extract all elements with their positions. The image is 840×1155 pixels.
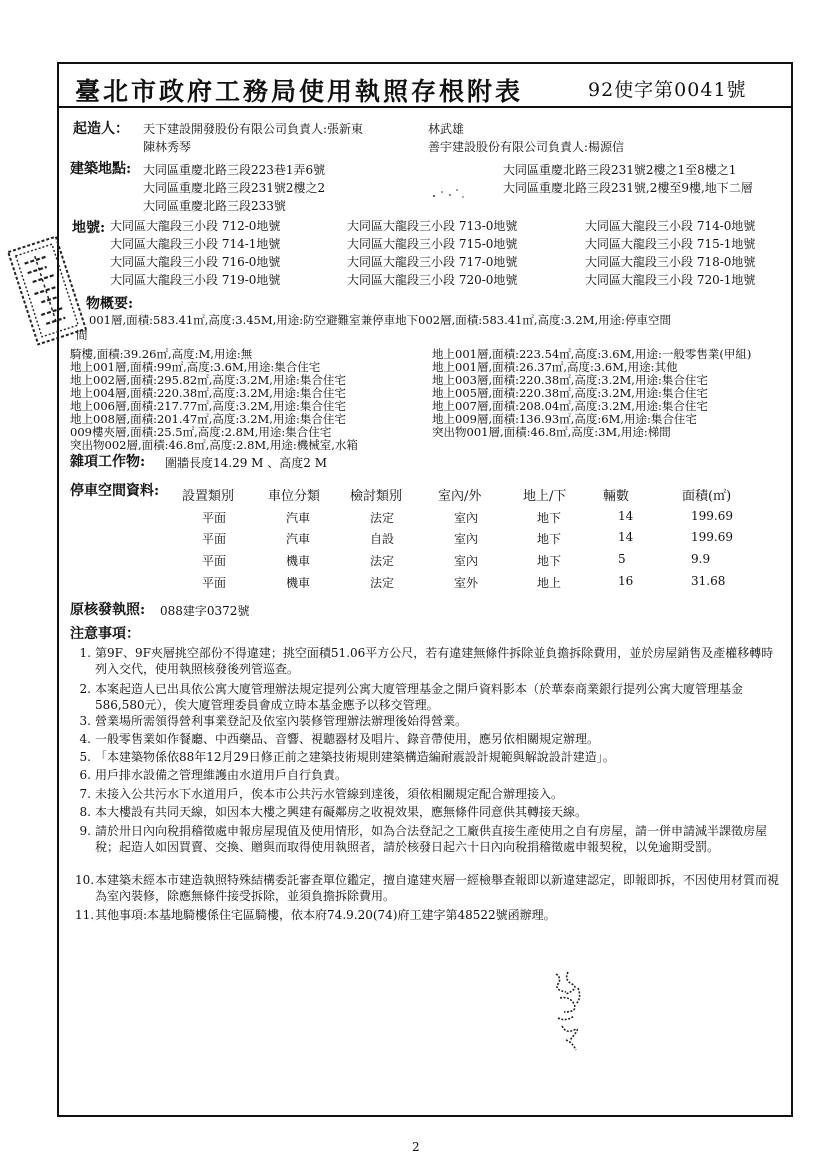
site-right-2: 大同區重慶北路三段231號,2樓至9樓,地下二層 <box>503 181 753 195</box>
builder-label: 起造人： <box>73 121 129 137</box>
parking-cell: 法定 <box>370 576 395 590</box>
parking-cell: 平面 <box>202 554 227 568</box>
floor-left: 地上004層,面積:220.38㎡,高度:3.2M,用途:集合住宅 <box>70 386 346 400</box>
lot-item: 大同區大龍段三小段 720-0地號 <box>347 273 518 287</box>
note-text: 本建築未經本市建造執照特殊結構委託審查單位鑑定，擅自違建夾層一經檢舉查報即以新違建認定，即報即拆，不因使用材質而視為室內裝修，除應無條件接受拆除，並須負擔拆除費用。 <box>95 873 780 903</box>
site-label: 建築地點: <box>70 161 132 177</box>
parking-cell: 汽車 <box>286 532 311 546</box>
handwritten-signature <box>548 968 592 1056</box>
builder-right-1: 林武雄 <box>428 122 465 136</box>
note-text: 請於卅日內向稅捐稽徵處申報房屋現值及使用情形，如為合法登記之工廠供直接生產使用之自有房屋，請一併申請減半課徵房屋稅；起造人如因買賣、交換、贈與而取得使用執照者，請於核發日起六十日內向稅捐稽徵處申報契稅，以免逾期受罰。 <box>95 824 768 854</box>
lot-item: 大同區大龍段三小段 714-1地號 <box>110 237 281 251</box>
note-text: 第9F、9F夾層挑空部份不得違建；挑空面積51.06平方公尺，若有違建無條件拆除並負擔拆除費用，並於房屋銷售及產權移轉時列入交代，使用執照核發後列管巡查。 <box>95 646 774 676</box>
note-item <box>75 749 787 765</box>
note-number: 10. <box>75 873 95 887</box>
note-number: 7. <box>79 787 91 801</box>
floor-left: 地上001層,面積:99㎡,高度:3.6M,用途:集合住宅 <box>70 360 321 374</box>
parking-cell: 199.69 <box>691 509 733 523</box>
note-number: 2. <box>79 682 91 696</box>
note-text: 營業場所需領得營利事業登記及依室內裝修管理辦法辦理後始得營業。 <box>95 714 468 728</box>
parking-cell: 自設 <box>370 532 395 546</box>
parking-cell: 16 <box>618 574 634 588</box>
parking-cell: 14 <box>618 530 634 544</box>
lots-label: 地號: <box>72 220 106 236</box>
site-left-2: 大同區重慶北路三段231號2樓之2 <box>143 181 326 195</box>
note-text: 一般零售業如作餐廳、中西藥品、音響、視聽器材及唱片、錄音帶使用，應另依相關規定辦理。 <box>95 732 600 746</box>
site-right-1: 大同區重慶北路三段231號2樓之1至8樓之1 <box>503 163 737 177</box>
parking-cell: 平面 <box>202 576 227 590</box>
parking-cell: 室外 <box>454 576 479 590</box>
note-item <box>75 786 787 802</box>
lot-item: 大同區大龍段三小段 715-1地號 <box>585 237 756 251</box>
floor-right: 地上001層,面積:223.54㎡,高度:3.6M,用途:一般零售業(甲組) <box>432 347 752 361</box>
parking-cell: 地下 <box>537 532 562 546</box>
lot-item: 大同區大龍段三小段 712-0地號 <box>110 219 281 233</box>
lot-item: 大同區大龍段三小段 715-0地號 <box>347 237 518 251</box>
note-number: 11. <box>75 908 95 922</box>
note-number: 6. <box>79 768 91 782</box>
lot-item: 大同區大龍段三小段 719-0地號 <box>110 273 281 287</box>
parking-cell: 地上 <box>537 576 562 590</box>
lot-item: 大同區大龍段三小段 720-1地號 <box>585 273 756 287</box>
floor-left: 突出物002層,面積:46.8㎡,高度:2.8M,用途:機械室,水箱 <box>70 438 358 452</box>
builder-line-1: 天下建設開發股份有限公司負責人:張新東 <box>143 122 364 136</box>
parking-cell: 平面 <box>202 511 227 525</box>
document-title: 臺北市政府工務局使用執照存根附表 <box>75 77 524 106</box>
note-number: 4. <box>79 732 91 746</box>
note-number: 8. <box>79 805 91 819</box>
parking-cell: 機車 <box>286 576 311 590</box>
lot-item: 大同區大龍段三小段 714-0地號 <box>585 219 756 233</box>
parking-cell: 室內 <box>454 532 479 546</box>
parking-cell: 平面 <box>202 532 227 546</box>
note-item <box>75 907 787 923</box>
parking-header: 輛數 <box>603 489 630 504</box>
note-text: 用戶排水設備之管理維護由水道用戶自行負責。 <box>95 768 348 782</box>
lot-item: 大同區大龍段三小段 717-0地號 <box>347 255 518 269</box>
parking-cell: 法定 <box>370 554 395 568</box>
parking-cell: 9.9 <box>691 552 711 566</box>
note-item <box>75 872 787 904</box>
floor-right: 地上001層,面積:26.37㎡,高度:3.6M,用途:其他 <box>432 360 678 374</box>
floor-right: 地上005層,面積:220.38㎡,高度:3.2M,用途:集合住宅 <box>432 386 708 400</box>
notes-label: 注意事項： <box>70 626 140 642</box>
floor-left: 地上006層,面積:217.77㎡,高度:3.2M,用途:集合住宅 <box>70 399 346 413</box>
building-overview-label: 物概要: <box>86 296 134 312</box>
note-item <box>75 713 787 729</box>
note-number: 3. <box>79 714 91 728</box>
parking-header: 面積(㎡) <box>682 489 732 504</box>
floor-left: 地上008層,面積:201.47㎡,高度:3.2M,用途:集合住宅 <box>70 412 346 426</box>
original-permit-label: 原核發執照: <box>70 602 146 618</box>
parking-header: 車位分類 <box>268 489 321 504</box>
note-item <box>75 823 787 855</box>
parking-header: 室內/外 <box>438 489 482 504</box>
misc-work-label: 雜項工作物: <box>70 454 146 470</box>
floor-left: 009樓夾層,面積:25.5㎡,高度:2.8M,用途:集合住宅 <box>70 425 332 439</box>
parking-header: 設置類別 <box>182 489 235 504</box>
note-item <box>75 681 787 713</box>
site-left-1: 大同區重慶北路三段223巷1弄6號 <box>143 163 326 177</box>
note-number: 5. <box>79 750 91 764</box>
parking-cell: 汽車 <box>286 511 311 525</box>
floor-right: 地上009層,面積:136.93㎡,高度:6M,用途:集合住宅 <box>432 412 697 426</box>
parking-cell: 地下 <box>537 511 562 525</box>
note-item <box>75 804 787 820</box>
parking-cell: 機車 <box>286 554 311 568</box>
parking-cell: 地下 <box>537 554 562 568</box>
note-item <box>75 767 787 783</box>
parking-cell: 室內 <box>454 554 479 568</box>
parking-label: 停車空間資料: <box>70 483 160 499</box>
note-item <box>75 731 787 747</box>
lot-item: 大同區大龍段三小段 716-0地號 <box>110 255 281 269</box>
floor-right: 地上003層,面積:220.38㎡,高度:3.2M,用途:集合住宅 <box>432 373 708 387</box>
parking-cell: 31.68 <box>691 574 726 588</box>
lot-item: 大同區大龍段三小段 713-0地號 <box>347 219 518 233</box>
scan-speckle <box>430 186 470 202</box>
floor-right: 突出物001層,面積:46.8㎡,高度:3M,用途:梯間 <box>432 425 671 439</box>
floor-right: 地上007層,面積:208.04㎡,高度:3.2M,用途:集合住宅 <box>432 399 708 413</box>
note-item <box>75 645 787 677</box>
parking-header: 地上/下 <box>523 489 567 504</box>
floor-left: 騎樓,面積:39.26㎡,高度:M,用途:無 <box>70 347 253 361</box>
parking-header: 檢討類別 <box>350 489 403 504</box>
builder-right-2: 善宇建設股份有限公司負責人:楊源信 <box>428 140 625 154</box>
parking-cell: 199.69 <box>691 530 733 544</box>
floor-left: 地上002層,面積:295.82㎡,高度:3.2M,用途:集合住宅 <box>70 373 346 387</box>
parking-cell: 法定 <box>370 511 395 525</box>
parking-cell: 14 <box>618 509 634 523</box>
note-text: 本案起造人已出具依公寓大廈管理辦法規定提列公寓大廈管理基金之開戶資料影本（於華泰商業銀行提列公寓大廈管理基金586,580元），俟大廈管理委員會成立時本基金應予以移交管理。 <box>95 682 744 712</box>
misc-work-value: 圍牆長度14.29 M 、高度2 M <box>165 456 328 470</box>
note-number: 9. <box>79 824 91 838</box>
page-number: 2 <box>412 1140 420 1154</box>
basement-floors: 001層,面積:583.41㎡,高度:3.45M,用途:防空避難室兼停車地下002層,面積:583.41㎡,高度:3.2M,用途:停車空間 <box>89 313 671 327</box>
parking-cell: 室內 <box>454 511 479 525</box>
site-left-3: 大同區重慶北路三段233號 <box>143 199 286 213</box>
builder-line-2: 陳林秀琴 <box>143 140 192 154</box>
basement-tail: 間 <box>76 328 88 342</box>
note-text: 本大樓設有共同天線，如因本大樓之興建有礙鄰房之收視效果，應無條件同意供其轉接天線。 <box>95 805 588 819</box>
note-text: 其他事項:本基地騎樓係住宅區騎樓，依本府74.9.20(74)府工建字第48522號函辦理。 <box>95 908 556 922</box>
permit-number: 92使字第0041號 <box>588 79 747 101</box>
parking-cell: 5 <box>618 552 626 566</box>
note-text: 未接入公共污水下水道用戶，俟本市公共污水管線到達後，須依相關規定配合辦理接入。 <box>95 787 564 801</box>
note-text: 「本建築物係依88年12月29日修正前之建築技術規則建築構造編耐震設計規範與解說設計建造」。 <box>95 750 615 764</box>
original-permit-value: 088建字0372號 <box>160 604 250 618</box>
note-number: 1. <box>79 646 91 660</box>
lot-item: 大同區大龍段三小段 718-0地號 <box>585 255 756 269</box>
